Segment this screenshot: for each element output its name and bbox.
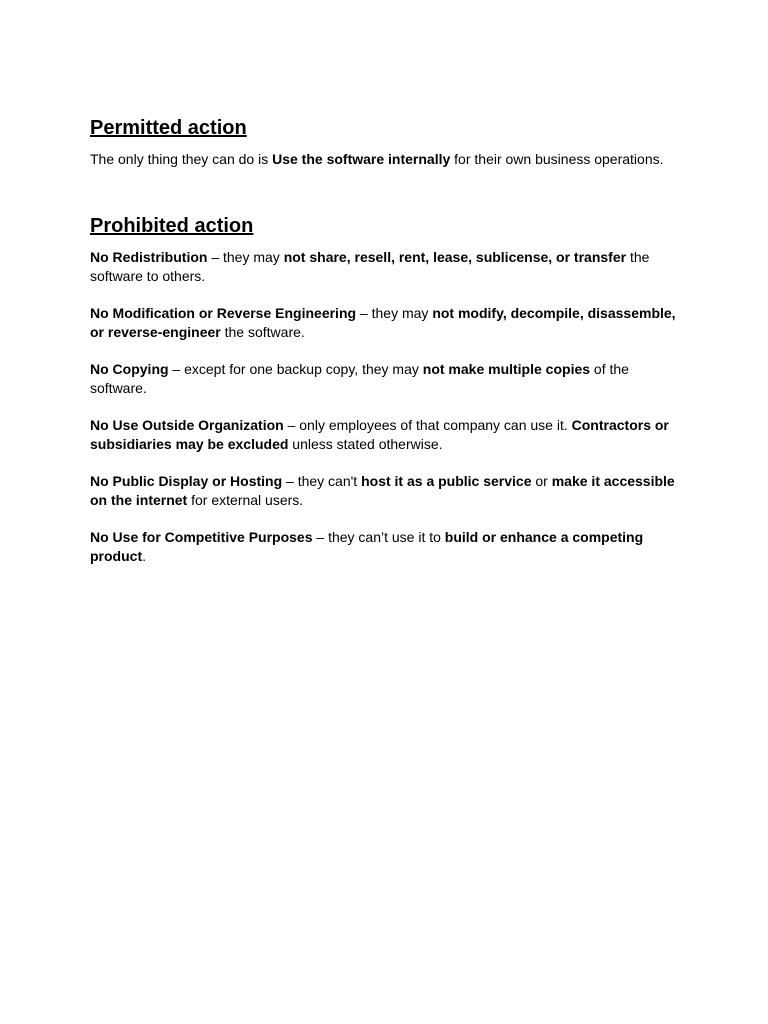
rule-text: unless stated otherwise.: [288, 436, 443, 452]
rule-bold-text: not share, resell, rent, lease, sublicense, or transfer: [283, 249, 627, 265]
rule-no-modification: [90, 304, 680, 342]
rule-no-copying: [90, 360, 680, 398]
rule-text: – they may: [207, 249, 284, 265]
rule-bold-text: not make multiple copies: [422, 361, 591, 377]
prohibited-heading: Prohibited action: [90, 215, 254, 237]
rule-text: – only employees of that company can use it.: [283, 417, 572, 433]
rule-bold-text: build or enhance a competing product: [90, 529, 644, 564]
rule-bold-text: host it as a public service: [361, 473, 532, 489]
permitted-text-bold: Use the software internally: [272, 151, 451, 167]
rule-no-competitive-use: [90, 528, 680, 566]
rule-text: – they can’t use it to: [312, 529, 445, 545]
rule-text: or: [531, 473, 552, 489]
rule-no-redistribution: [90, 248, 680, 286]
rule-name: No Redistribution: [90, 249, 208, 265]
rule-text: – they may: [356, 305, 433, 321]
permitted-section: [90, 114, 680, 169]
permitted-heading: Permitted action: [90, 117, 247, 139]
rule-no-use-outside-organization: [90, 416, 680, 454]
rule-name: No Copying: [90, 361, 169, 377]
rule-bold-text: not modify, decompile, disassemble, or reverse-engineer: [90, 305, 676, 340]
rule-name: No Use Outside Organization: [90, 417, 284, 433]
rule-text: .: [142, 548, 146, 564]
permitted-text: [90, 150, 680, 169]
prohibited-section: [90, 212, 680, 566]
permitted-text-post: for their own business operations.: [450, 151, 664, 167]
rule-name: No Modification or Reverse Engineering: [90, 305, 357, 321]
permitted-text-pre: The only thing they can do is: [90, 151, 273, 167]
rule-text: for external users.: [187, 492, 304, 508]
rule-name: No Use for Competitive Purposes: [90, 529, 313, 545]
rule-no-public-display: [90, 472, 680, 510]
rule-bold-text: Contractors or subsidiaries may be excluded: [90, 417, 669, 452]
rule-text: – except for one backup copy, they may: [168, 361, 423, 377]
document-page: [90, 114, 680, 584]
rule-text: the software to others.: [90, 249, 650, 284]
rule-text: the software.: [220, 324, 305, 340]
rule-name: No Public Display or Hosting: [90, 473, 283, 489]
rule-text: – they can't: [282, 473, 362, 489]
rule-bold-text: make it accessible on the internet: [90, 473, 675, 508]
rule-text: of the software.: [90, 361, 629, 396]
